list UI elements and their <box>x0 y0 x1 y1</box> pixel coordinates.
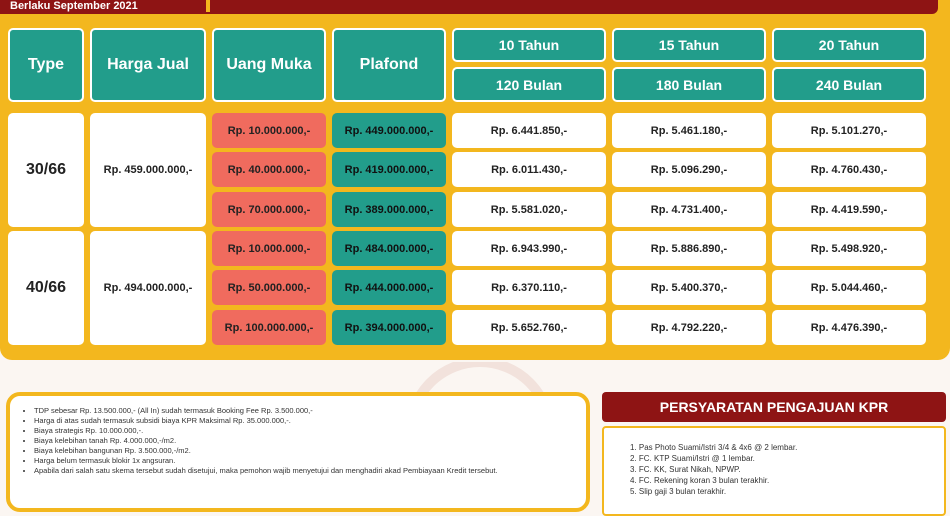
installment-cell: Rp. 5.400.370,- <box>612 270 766 305</box>
requirement-item: 3. FC. KK, Surat Nikah, NPWP. <box>630 465 741 474</box>
installment-cell: Rp. 5.096.290,- <box>612 152 766 187</box>
plafond-cell: Rp. 484.000.000,- <box>332 231 446 266</box>
requirement-item: 4. FC. Rekening koran 3 bulan terakhir. <box>630 476 770 485</box>
harga-jual-cell: Rp. 494.000.000,- <box>90 231 206 345</box>
uang-muka-cell: Rp. 10.000.000,- <box>212 113 326 148</box>
uang-muka-cell: Rp. 70.000.000,- <box>212 192 326 227</box>
header-tenor-months: 120 Bulan <box>452 67 606 102</box>
harga-jual-cell: Rp. 459.000.000,- <box>90 113 206 227</box>
header-harga-jual: Harga Jual <box>90 28 206 102</box>
installment-cell: Rp. 5.461.180,- <box>612 113 766 148</box>
note-item: • Biaya kelebihan tanah Rp. 4.000.000,-/m2. <box>34 436 574 446</box>
installment-cell: Rp. 5.044.460,- <box>772 270 926 305</box>
uang-muka-cell: Rp. 50.000.000,- <box>212 270 326 305</box>
note-item: • Biaya kelebihan bangunan Rp. 3.500.000,-/m2. <box>34 446 574 456</box>
installment-cell: Rp. 5.886.890,- <box>612 231 766 266</box>
note-item: • TDP sebesar Rp. 13.500.000,- (All In) sudah termasuk Booking Fee Rp. 3.500.000,- <box>34 406 574 416</box>
type-cell: 30/66 <box>8 113 84 227</box>
note-item: • Apabila dari salah satu skema tersebut sudah disetujui, maka pemohon wajib menyetujui dan menghadiri akad Pembiayaan Kredit tersebut. <box>34 466 574 476</box>
valid-period-label: Berlaku September 2021 <box>0 0 205 12</box>
uang-muka-cell: Rp. 40.000.000,- <box>212 152 326 187</box>
note-item: • Harga di atas sudah termasuk subsidi biaya KPR Maksimal Rp. 35.000.000,-. <box>34 416 574 426</box>
installment-cell: Rp. 5.652.760,- <box>452 310 606 345</box>
plafond-cell: Rp. 389.000.000,- <box>332 192 446 227</box>
requirement-item: 2. FC. KTP Suami/Istri @ 1 lembar. <box>630 454 755 463</box>
uang-muka-cell: Rp. 10.000.000,- <box>212 231 326 266</box>
installment-cell: Rp. 4.419.590,- <box>772 192 926 227</box>
installment-cell: Rp. 5.498.920,- <box>772 231 926 266</box>
header-tenor-months: 240 Bulan <box>772 67 926 102</box>
installment-cell: Rp. 4.731.400,- <box>612 192 766 227</box>
installment-cell: Rp. 6.011.430,- <box>452 152 606 187</box>
installment-cell: Rp. 6.370.110,- <box>452 270 606 305</box>
installment-cell: Rp. 6.943.990,- <box>452 231 606 266</box>
header-tenor-years: 20 Tahun <box>772 28 926 62</box>
installment-cell: Rp. 4.792.220,- <box>612 310 766 345</box>
requirements-box <box>602 426 946 516</box>
header-tenor-years: 15 Tahun <box>612 28 766 62</box>
plafond-cell: Rp. 449.000.000,- <box>332 113 446 148</box>
requirement-item: 5. Slip gaji 3 bulan terakhir. <box>630 487 727 496</box>
notes-list <box>24 406 574 476</box>
plafond-cell: Rp. 394.000.000,- <box>332 310 446 345</box>
header-tenor-years: 10 Tahun <box>452 28 606 62</box>
note-item: • Harga belum termasuk blokir 1x angsuran. <box>34 456 574 466</box>
banner-accent <box>206 0 210 12</box>
header-plafond: Plafond <box>332 28 446 102</box>
top-banner <box>0 0 950 18</box>
uang-muka-cell: Rp. 100.000.000,- <box>212 310 326 345</box>
type-cell: 40/66 <box>8 231 84 345</box>
header-uang-muka: Uang Muka <box>212 28 326 102</box>
requirements-title: PERSYARATAN PENGAJUAN KPR <box>602 392 946 422</box>
installment-cell: Rp. 5.581.020,- <box>452 192 606 227</box>
header-tenor-months: 180 Bulan <box>612 67 766 102</box>
plafond-cell: Rp. 444.000.000,- <box>332 270 446 305</box>
notes-box <box>6 392 590 512</box>
header-type: Type <box>8 28 84 102</box>
installment-cell: Rp. 6.441.850,- <box>452 113 606 148</box>
requirement-item: 1. Pas Photo Suami/Istri 3/4 & 4x6 @ 2 lembar. <box>630 443 798 452</box>
installment-cell: Rp. 4.760.430,- <box>772 152 926 187</box>
note-item: • Biaya strategis Rp. 10.000.000,-. <box>34 426 574 436</box>
plafond-cell: Rp. 419.000.000,- <box>332 152 446 187</box>
installment-cell: Rp. 5.101.270,- <box>772 113 926 148</box>
requirements-list <box>630 442 944 497</box>
installment-cell: Rp. 4.476.390,- <box>772 310 926 345</box>
